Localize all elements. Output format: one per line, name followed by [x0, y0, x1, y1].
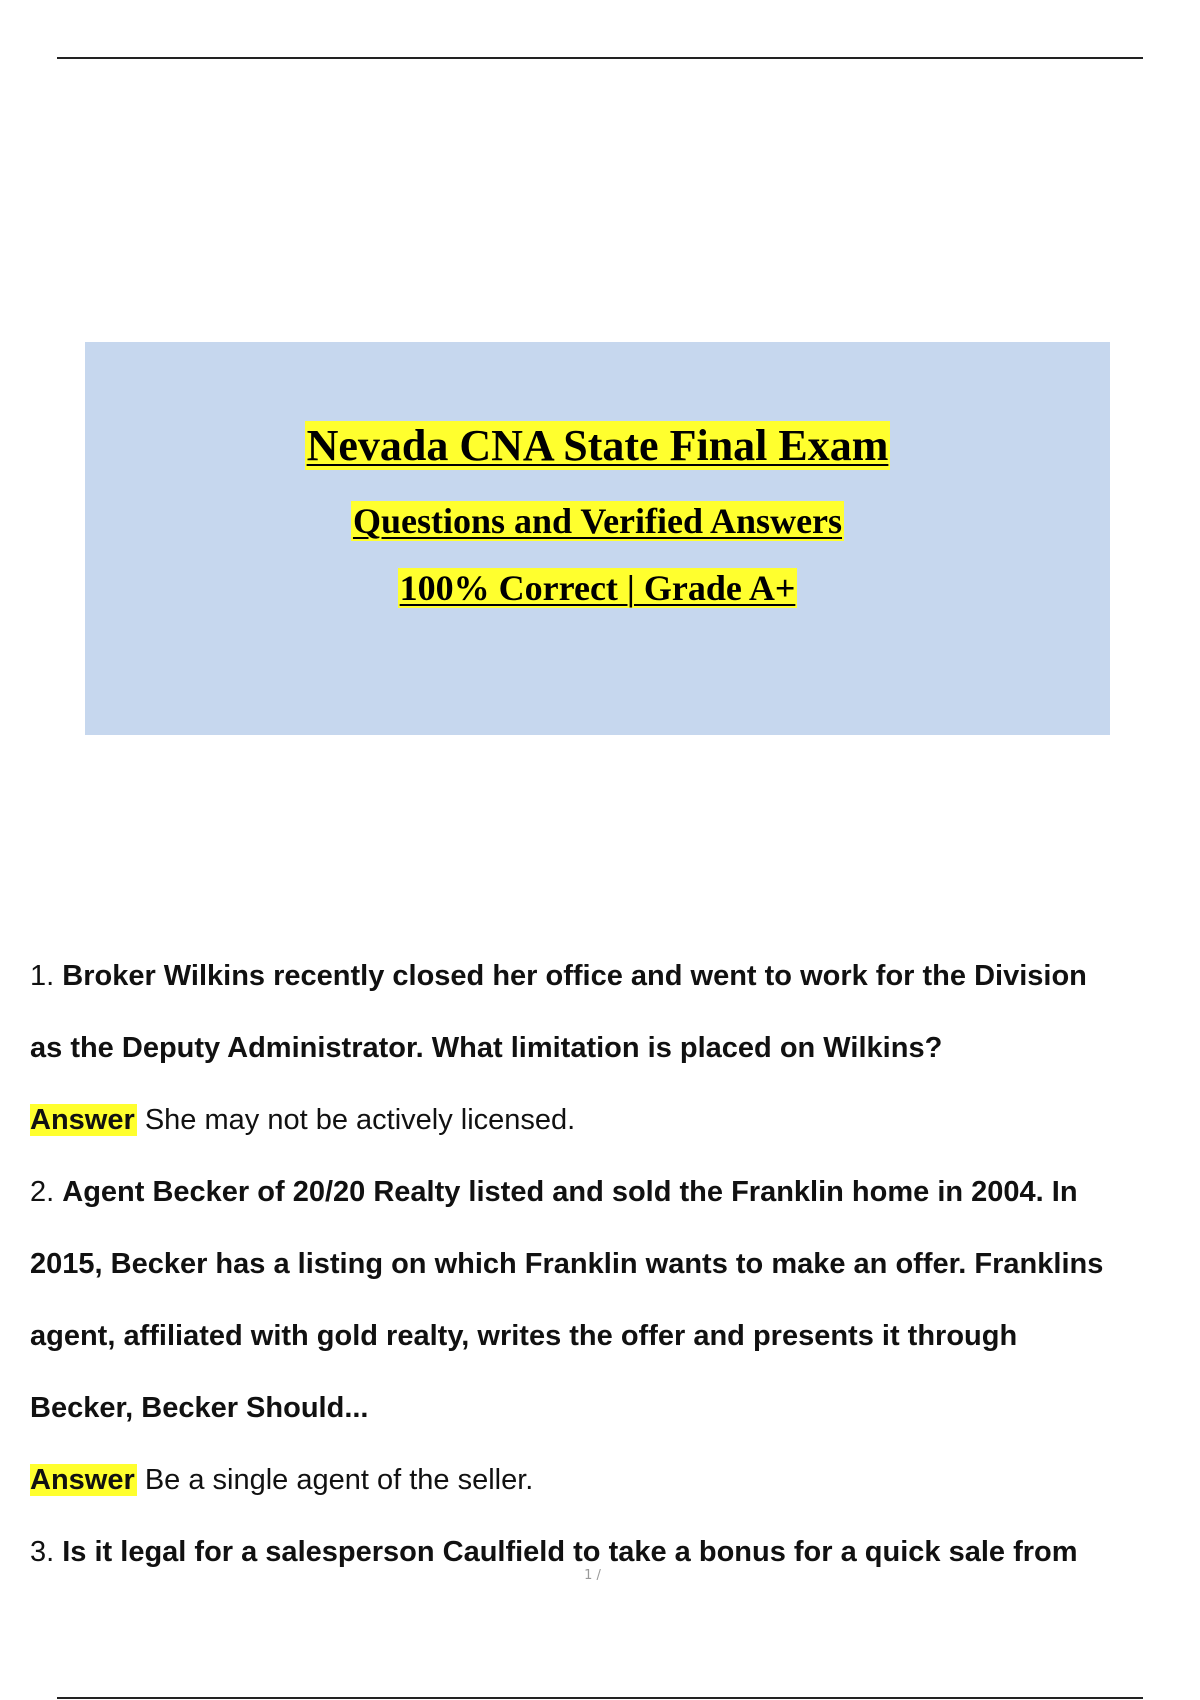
top-rule — [57, 57, 1143, 59]
answer-1: Answer She may not be actively licensed. — [30, 1104, 576, 1136]
question-2-line-1: 2. Agent Becker of 20/20 Realty listed and sold the Franklin home in 2004. In — [30, 1176, 1078, 1208]
question-1-line-2: as the Deputy Administrator. What limitation is placed on Wilkins? — [30, 1032, 943, 1064]
question-3-line-1: 3. Is it legal for a salesperson Caulfield to take a bonus for a quick sale from — [30, 1536, 1078, 1568]
question-2-line-2: 2015, Becker has a listing on which Franklin wants to make an offer. Franklins — [30, 1248, 1104, 1280]
title-box — [85, 342, 1110, 735]
question-2-line-3: agent, affiliated with gold realty, writes the offer and presents it through — [30, 1320, 1018, 1352]
question-list — [30, 950, 1180, 1598]
document-grade-line: 100% Correct | Grade A+ — [399, 568, 796, 608]
page-number: 1 / — [584, 1568, 601, 1583]
question-1-line-1: 1. Broker Wilkins recently closed her office and went to work for the Division — [30, 960, 1087, 992]
answer-2: Answer Be a single agent of the seller. — [30, 1464, 534, 1496]
answer-label: Answer — [30, 1464, 135, 1496]
document-subtitle: Questions and Verified Answers — [352, 501, 843, 541]
bottom-rule — [57, 1697, 1143, 1699]
answer-label: Answer — [30, 1104, 135, 1136]
question-2-line-4: Becker, Becker Should... — [30, 1392, 369, 1424]
document-title: Nevada CNA State Final Exam — [306, 421, 889, 470]
